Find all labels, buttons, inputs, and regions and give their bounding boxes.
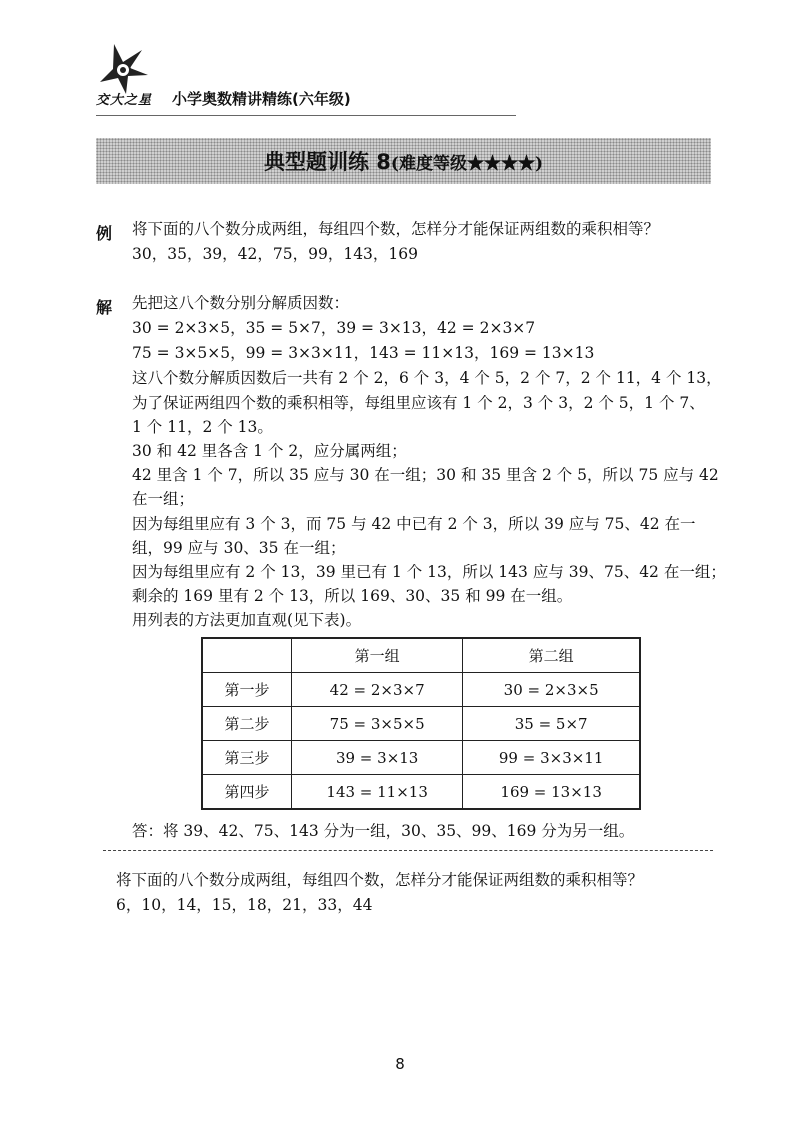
example-line: 将下面的八个数分成两组，每组四个数，怎样分才能保证两组数的乘积相等？	[132, 220, 660, 238]
solution-line: 30 和 42 里各含 1 个 2，应分属两组；	[132, 442, 407, 460]
table-cell: 42 = 2×3×7	[292, 673, 463, 707]
solution-line: 30 = 2×3×5，35 = 5×7，39 = 3×13，42 = 2×3×7	[132, 319, 536, 337]
solution-line: 为了保证两组四个数的乘积相等，每组里应该有 1 个 2，3 个 3，2 个 5，1 个 7、	[132, 394, 705, 412]
answer-line: 答：将 39、42、75、143 分为一组，30、35、99、169 分为另一组。	[132, 822, 635, 840]
table-row	[202, 707, 640, 741]
table-cell: 143 = 11×13	[292, 775, 463, 810]
solution-label: 解	[96, 298, 113, 317]
solution-line: 用列表的方法更加直观(见下表)。	[132, 611, 362, 629]
table-cell: 169 = 13×13	[463, 775, 640, 810]
table-cell: 99 = 3×3×11	[463, 741, 640, 775]
exercise-line: 将下面的八个数分成两组，每组四个数，怎样分才能保证两组数的乘积相等？	[116, 871, 644, 889]
table-row	[202, 741, 640, 775]
table-header-cell: 第二组	[463, 638, 640, 673]
table-header-cell: 第一组	[292, 638, 463, 673]
page-number: 8	[395, 1055, 405, 1073]
table-cell: 75 = 3×5×5	[292, 707, 463, 741]
section-banner	[96, 138, 711, 184]
solution-line: 1 个 11，2 个 13。	[132, 418, 273, 436]
header-divider	[96, 115, 516, 116]
table-cell: 39 = 3×13	[292, 741, 463, 775]
example-label: 例	[96, 224, 113, 243]
solution-line: 这八个数分解质因数后一共有 2 个 2，6 个 3，4 个 5，2 个 7，2 个 11，4 个 13，	[132, 369, 722, 387]
solution-line: 剩余的 169 里有 2 个 13，所以 169、30、35 和 99 在一组。	[132, 587, 573, 605]
table-row	[202, 673, 640, 707]
table-header-row	[202, 638, 640, 673]
table-cell: 第四步	[202, 775, 292, 810]
book-title: 小学奥数精讲精练(六年级)	[172, 90, 351, 108]
solution-line: 75 = 3×5×5，99 = 3×3×11，143 = 11×13，169 = 13×13	[132, 344, 595, 362]
table-cell: 30 = 2×3×5	[463, 673, 640, 707]
section-title: 典型题训练 8	[263, 150, 391, 174]
table-cell: 第三步	[202, 741, 292, 775]
example-line: 30，35，39，42，75，99，143，169	[132, 245, 419, 263]
exercise-line: 6，10，14，15，18，21，33，44	[116, 896, 373, 914]
table-cell: 第一步	[202, 673, 292, 707]
dashed-divider	[103, 850, 713, 851]
table-header-cell	[202, 638, 292, 673]
steps-table	[201, 637, 641, 810]
brand-name: 交大之星	[96, 93, 153, 108]
solution-line: 组，99 应与 30、35 在一组；	[132, 539, 346, 557]
solution-line: 42 里含 1 个 7，所以 35 应与 30 在一组；30 和 35 里含 2 个 5，所以 75 应与 42	[132, 466, 719, 484]
table-cell: 35 = 5×7	[463, 707, 640, 741]
table-cell: 第二步	[202, 707, 292, 741]
table-row	[202, 775, 640, 810]
solution-line: 因为每组里应有 2 个 13，39 里已有 1 个 13，所以 143 应与 39、75、42 在一组；	[132, 563, 726, 581]
page-header	[96, 42, 516, 116]
difficulty-rating: (难度等级★★★★)	[390, 153, 544, 174]
solution-line: 因为每组里应有 3 个 3，而 75 与 42 中已有 2 个 3，所以 39 应与 75、42 在一	[132, 515, 696, 533]
solution-line: 先把这八个数分别分解质因数：	[132, 294, 350, 312]
solution-line: 在一组；	[132, 490, 195, 508]
